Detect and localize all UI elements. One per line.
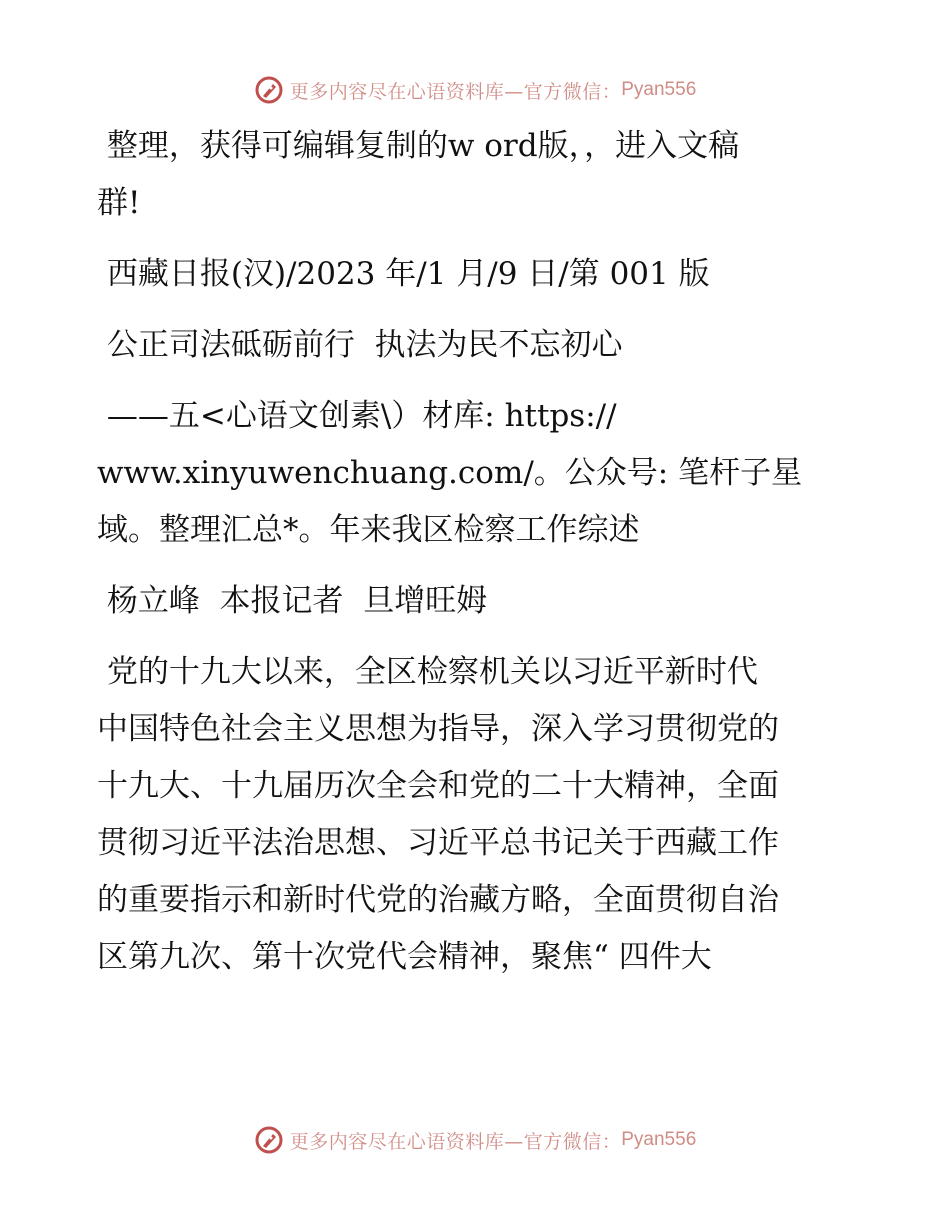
text-line: 的重要指示和新时代党的治藏方略，全面贯彻自治: [97, 882, 779, 918]
watermark-wechat-id: Pyan556: [621, 1129, 697, 1150]
byline: [97, 573, 857, 630]
watermark-wechat-id: Pyan556: [621, 79, 697, 100]
text-line: 公正司法砥砺前行 执法为民不忘初心: [97, 327, 623, 363]
intro-paragraph: [97, 118, 857, 232]
text-line: 贯彻习近平法治思想、习近平总书记关于西藏工作: [97, 825, 779, 861]
text-line: 域。整理汇总*。年来我区检察工作综述: [97, 512, 640, 548]
text-line: 群!: [97, 185, 141, 221]
text-line: 党的十九大以来，全区检察机关以习近平新时代: [97, 654, 758, 690]
text-line: 杨立峰 本报记者 旦增旺姆: [97, 583, 488, 619]
text-line: 区第九次、第十次党代会精神，聚焦“ 四件大: [97, 939, 712, 975]
body-paragraph: [97, 644, 857, 986]
text-line: 十九大、十九届历次全会和党的二十大精神，全面: [97, 768, 779, 804]
watermark-text: 更多内容尽在心语资料库—官方微信：: [289, 80, 622, 103]
pen-nib-circle-icon: [254, 1125, 284, 1155]
headline: [97, 317, 857, 374]
text-line: www.xinyuwenchuang.com/。公众号: 笔杆子星: [97, 455, 803, 491]
header-watermark: [0, 72, 950, 108]
document-body: [97, 118, 857, 1000]
text-line: 中国特色社会主义思想为指导，深入学习贯彻党的: [97, 711, 779, 747]
text-line: 整理，获得可编辑复制的w ord版，，进入文稿: [97, 128, 740, 164]
text-line: ——五<心语文创素\）材库: https://: [97, 398, 617, 434]
pen-nib-circle-icon: [254, 75, 284, 105]
subtitle: [97, 388, 857, 559]
footer-watermark: [0, 1122, 950, 1158]
source-line: [97, 246, 857, 303]
watermark-text: 更多内容尽在心语资料库—官方微信：: [289, 1130, 622, 1153]
text-line: 西藏日报(汉)/2023 年/1 月/9 日/第 001 版: [97, 256, 710, 292]
